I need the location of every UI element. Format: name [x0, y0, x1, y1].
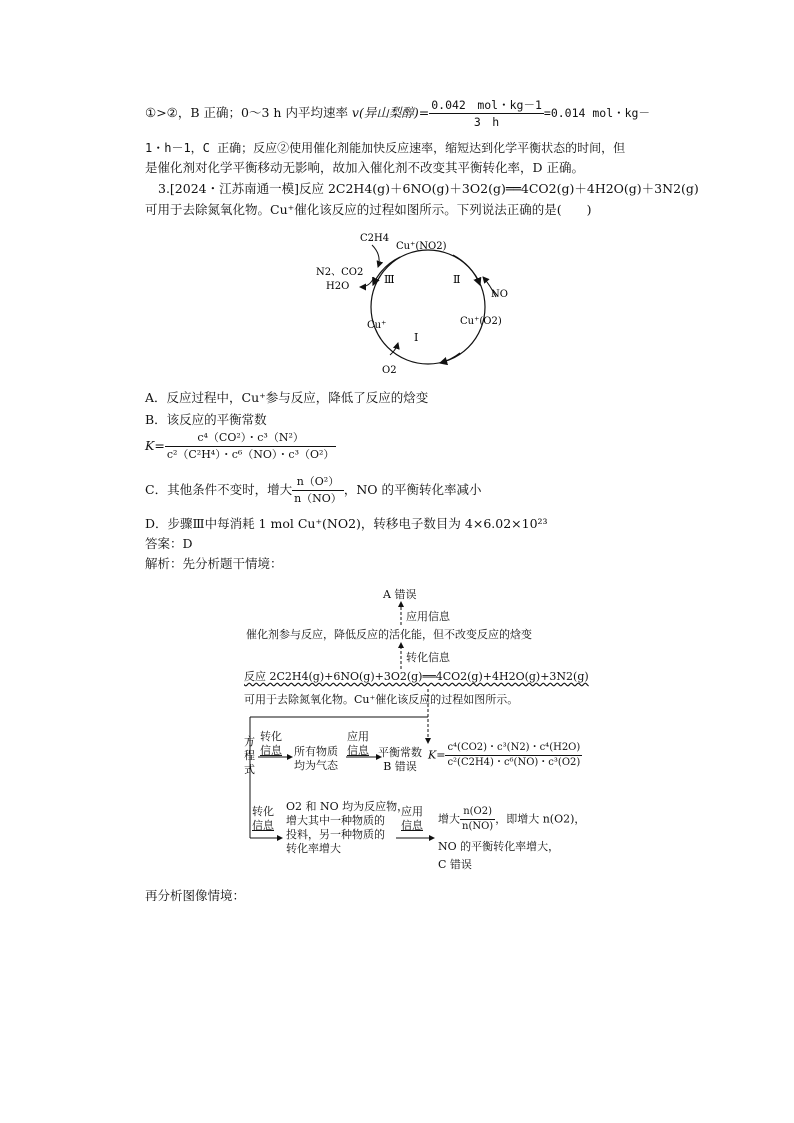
question-3-stem-2: 可用于去除氮氧化物。Cu⁺催化该反应的过程如图所示。下列说法正确的是( )	[145, 202, 592, 217]
rate-denominator: 3 h	[473, 115, 500, 129]
k-fraction	[165, 430, 337, 463]
image-analysis-intro: 再分析图像情境：	[145, 888, 246, 903]
flow-apply-info: 应用信息	[406, 610, 450, 623]
flow-apply-2: 应用 信息	[401, 805, 423, 832]
question-3-stem-1: 3.[2024・江苏南通一模]反应 2C2H4(g)＋6NO(g)＋3O2(g)══4CO2(g)＋4H2O(g)＋3N2(g)	[158, 181, 699, 196]
cu-no2-label: Cu⁺(NO2)	[396, 241, 447, 252]
flow-apply-1: 应用 信息	[347, 730, 369, 757]
cu-o2-label: Cu⁺(O2)	[460, 316, 502, 327]
flow-c-line2: NO 的平衡转化率增大，	[438, 840, 560, 853]
cycle-circle	[371, 250, 485, 364]
answer: 答案：D	[145, 536, 193, 551]
flow-convert-info: 转化信息	[406, 651, 450, 664]
step-3-label: Ⅲ	[384, 273, 395, 286]
flow-all-gas: 所有物质 均为气态	[294, 745, 338, 772]
c2h4-in-arrow	[372, 245, 379, 267]
option-c-numerator: n（O²）	[292, 474, 344, 491]
flow-reactants: O2 和 NO 均为反应物， 增大其中一种物质的 投料，另一种物质的 转化率增大	[286, 800, 409, 855]
flow-a-wrong: A 错误	[383, 588, 417, 601]
o2-label: O2	[382, 365, 397, 376]
flow-reaction: 反应 2C2H4(g)+6NO(g)+3O2(g)══4CO2(g)+4H2O(g)+3N2(g)	[244, 670, 589, 683]
answer-line-2: 1・h－1，C 正确；反应②使用催化剂能加快反应速率，缩短达到化学平衡状态的时间，但	[145, 141, 626, 155]
option-a: A．反应过程中，Cu⁺参与反应，降低了反应的焓变	[145, 390, 429, 405]
n2-co2-label: N2、CO2	[316, 267, 364, 278]
analysis-intro: 解析：先分析题干情境：	[145, 556, 283, 571]
catalytic-cycle-diagram	[300, 225, 530, 380]
flow-convert-2: 转化 信息	[252, 805, 274, 832]
rate-symbol: v(异山梨醇)=	[351, 105, 430, 120]
flow-k-expression: K= $\frac{\text{c⁴(CO2)・c³(N2)・c⁴(H2O)}}{\text{c²(C2H4)・c⁶(NO)・c³(O2)}}$	[428, 742, 581, 768]
products-out-arrow	[360, 277, 374, 287]
answer-line-3: 是催化剂对化学平衡移动无影响，故加入催化剂不改变其平衡转化率，D 正确。	[145, 160, 584, 175]
option-c-prefix: C．其他条件不变时，增大	[145, 482, 293, 497]
cycle-arrow-1	[440, 353, 460, 363]
option-b-line: B．该反应的平衡常数	[145, 412, 267, 427]
k-symbol: K=	[145, 438, 165, 453]
flow-usage: 可用于去除氮氧化物。Cu⁺催化该反应的过程如图所示。	[244, 693, 519, 706]
option-c-denominator: n（NO）	[294, 492, 342, 505]
k-numerator: c⁴（CO²）・c³（N²）	[165, 430, 337, 447]
answer-line-1	[145, 97, 650, 130]
rate-numerator: 0.042 mol・kg－1	[431, 98, 542, 112]
step-2-label: Ⅱ	[453, 273, 461, 286]
flow-catalyst-text: 催化剂参与反应，降低反应的活化能，但不改变反应的焓变	[246, 628, 532, 641]
flow-equation-label: 方 程 式	[244, 735, 255, 776]
no-label: NO	[491, 289, 508, 300]
h2o-label: H2O	[326, 281, 350, 292]
cu-label: Cu⁺	[367, 320, 387, 331]
flow-k-label: 平衡常数 B 错误	[378, 746, 422, 773]
flow-c-line3: C 错误	[438, 858, 472, 871]
option-d: D．步骤Ⅲ中每消耗 1 mol Cu⁺(NO2)，转移电子数目为 4×6.02×10²³	[145, 516, 548, 531]
option-c	[145, 474, 481, 507]
c2h4-label: C2H4	[360, 233, 390, 244]
option-c-fraction	[292, 474, 344, 507]
k-denominator: c²（C²H⁴）・c⁶（NO）・c³（O²）	[166, 448, 335, 461]
step-1-label: Ⅰ	[414, 331, 419, 344]
rate-result: =0.014 mol・kg－	[543, 106, 650, 120]
line1-text: ①>②，B 正确；0～3 h 内平均速率	[145, 105, 352, 120]
flow-c-conclusion: 增大 $\frac{n(O2)}{n(NO)}$ ，即增大 n(O2)，	[438, 806, 586, 832]
option-c-suffix: ，NO 的平衡转化率减小	[343, 482, 482, 497]
flow-convert-1: 转化 信息	[260, 730, 282, 757]
option-b-formula	[145, 430, 336, 463]
rate-fraction	[429, 97, 544, 130]
